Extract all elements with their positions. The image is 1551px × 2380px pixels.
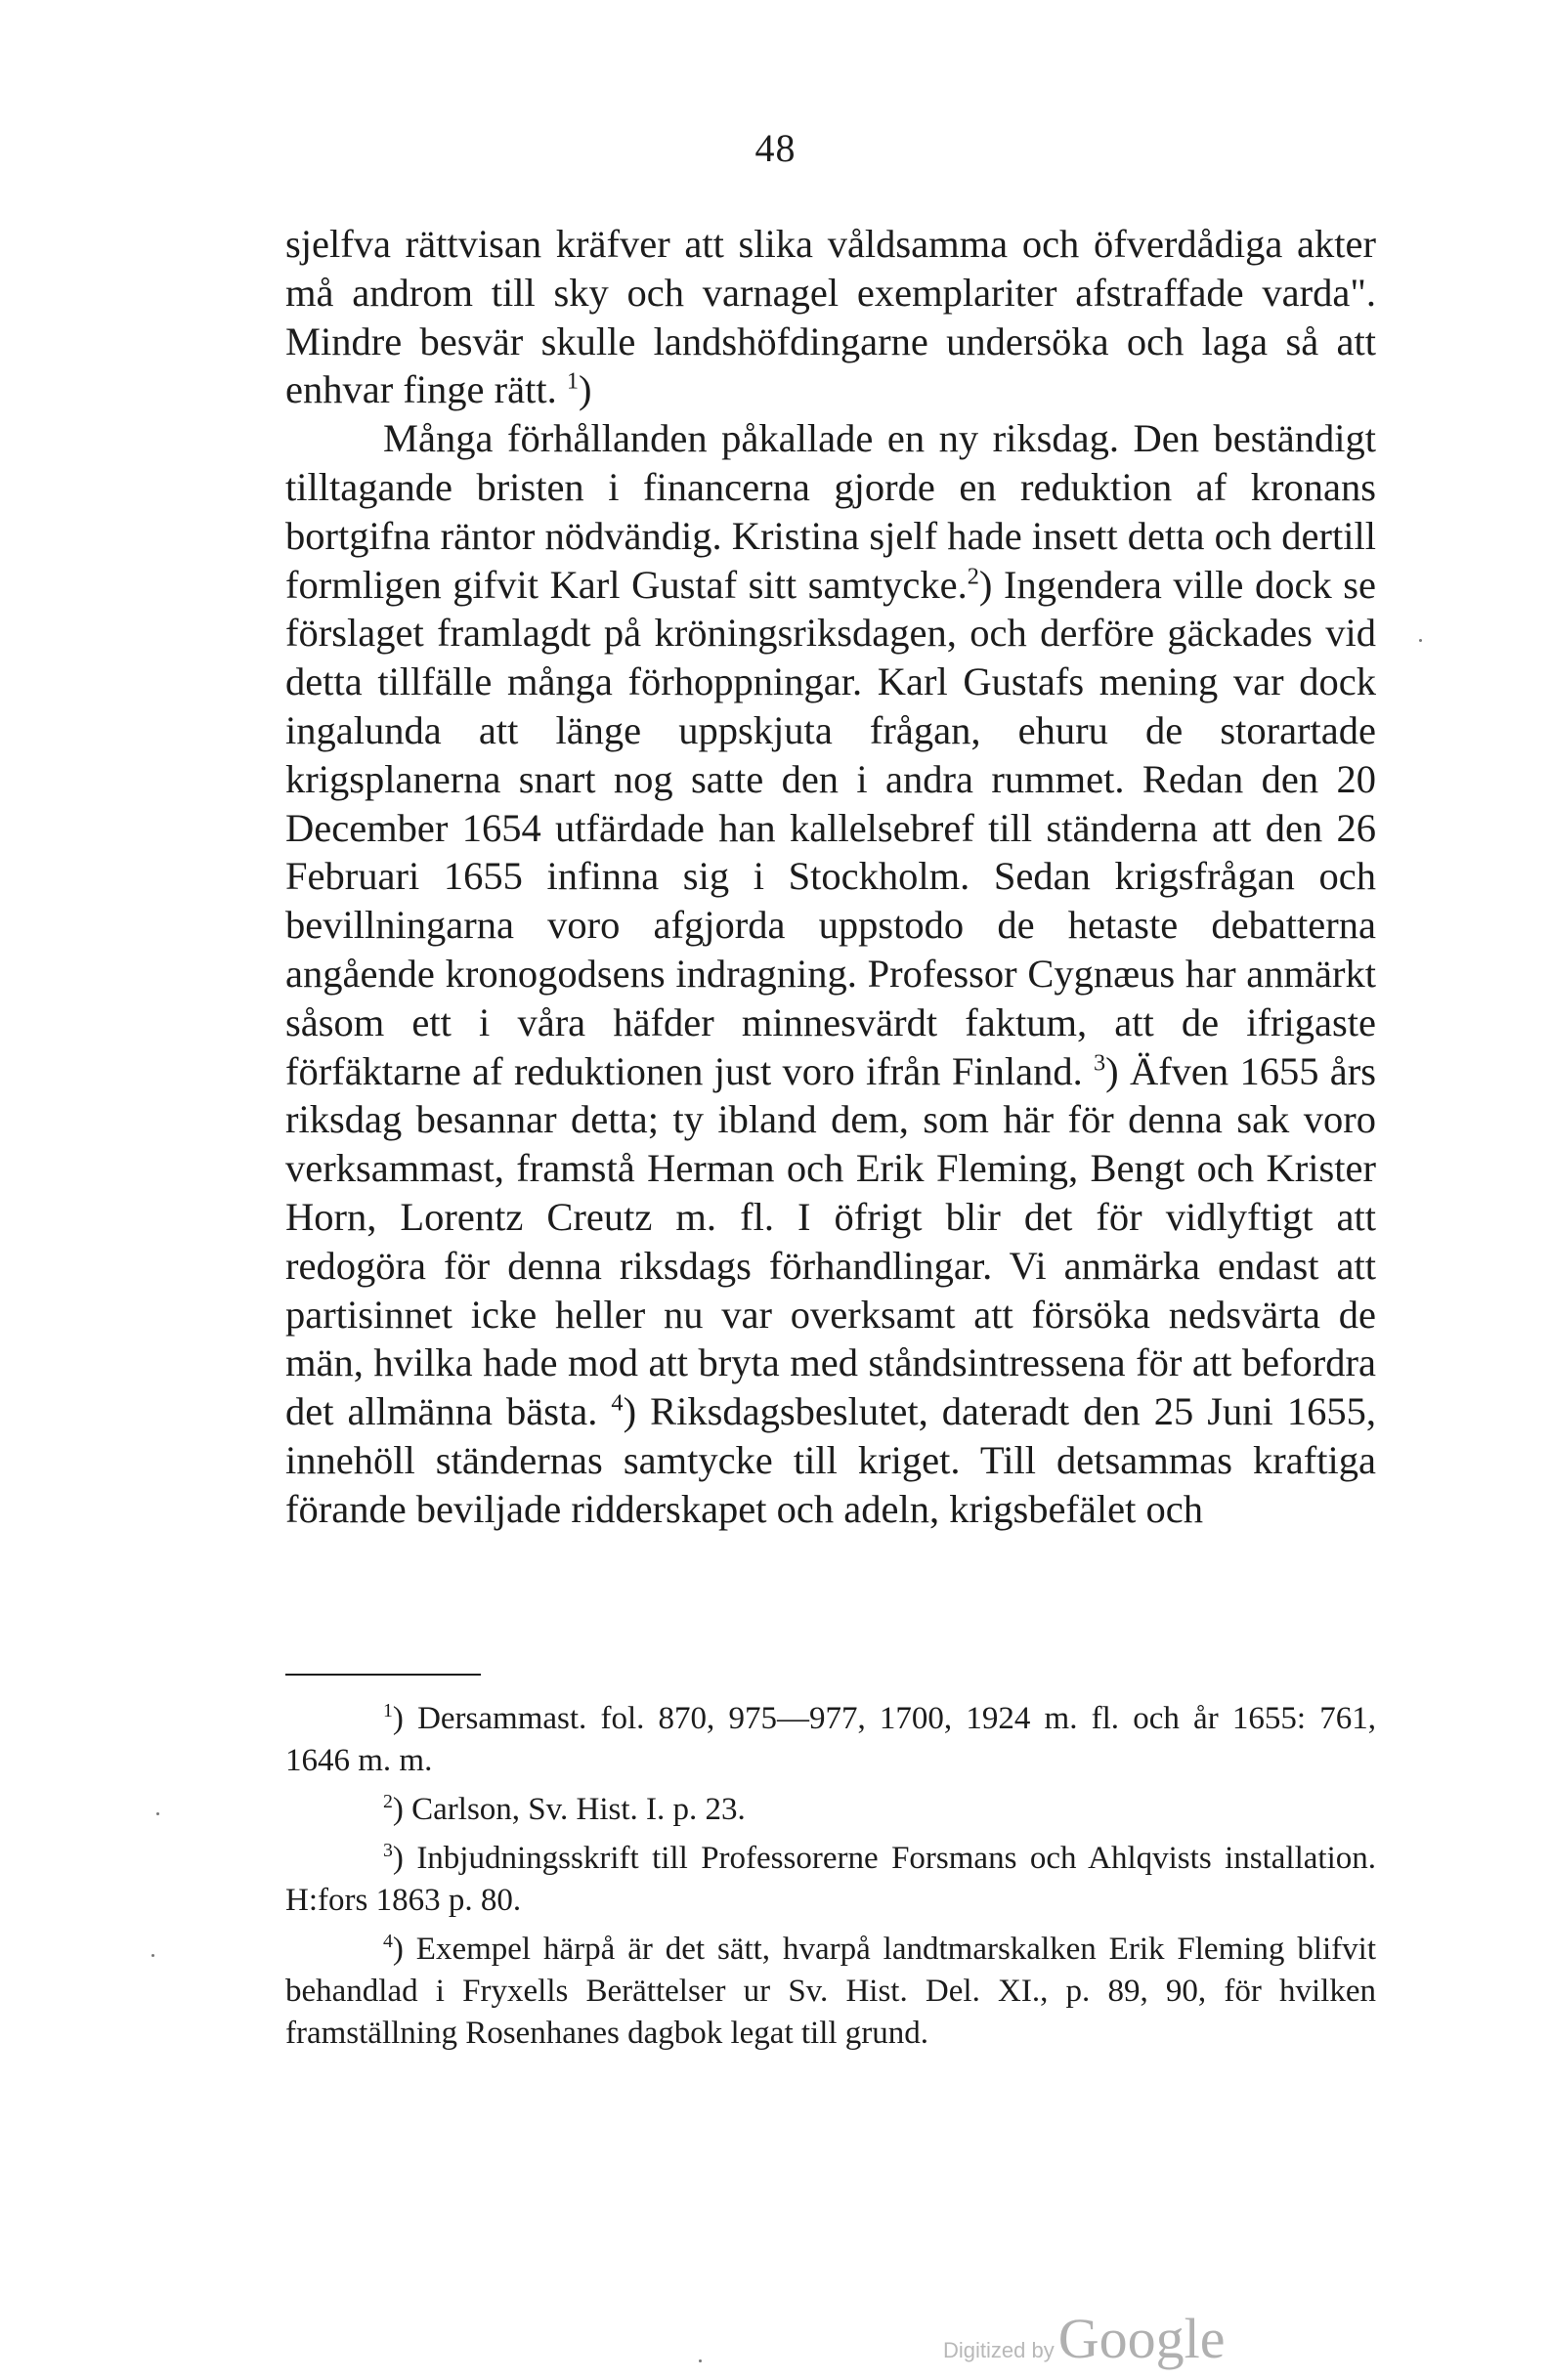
footnote-text: ) Inbjudningsskrift till Professorerne Forsmans och Ahlqvists installation. H:fors 1863 p. 80. (285, 1841, 1376, 1918)
scan-speck (699, 2359, 702, 2362)
digitized-by-google-watermark (943, 2306, 1225, 2371)
footnote-reference: 3 (1094, 1048, 1106, 1076)
footnote (285, 1789, 1376, 1831)
body-text-run: ) Riksdagsbeslutet, dateradt den 25 Juni 1655, innehöll ständernas samtycke till kriget. Till detsammas kraftiga förande beviljade ridderskapet och adeln, krigsbefälet och (285, 1389, 1376, 1531)
scan-speck (156, 1812, 159, 1815)
google-logo: Google (1057, 2307, 1226, 2370)
scan-speck (1419, 639, 1422, 642)
body-text-run: sjelfva rättvisan kräfver att slika våldsamma och öfverdådiga akter må androm till sky och varnagel exemplariter afstraffade varda". Mindre besvär skulle landshöfdingarne undersöka och laga så att enhvar finge rätt. (285, 222, 1376, 412)
body-text (285, 220, 1376, 1534)
footnote-text: ) Exempel härpå är det sätt, hvarpå landtmarskalken Erik Fleming blifvit behandlad i Fryxells Berättelser ur Sv. Hist. Del. XI., p. 89, 90, för hvilken framställning Rosenhanes dagbok legat till grund. (285, 1932, 1376, 2051)
footnote-reference: 4 (611, 1389, 624, 1417)
watermark-prefix: Digitized by (943, 2338, 1055, 2362)
footnote-text: ) Dersammast. fol. 870, 975—977, 1700, 1924 m. fl. och år 1655: 761, 1646 m. m. (285, 1701, 1376, 1778)
footnote-mark: 1 (383, 1700, 393, 1722)
body-text-run: Många förhållanden påkallade en ny riksdag. Den beständigt tilltagande bristen i financerna gjorde en reduktion af kronans bortgifna räntor nödvändig. Kristina sjelf hade insett detta och dertill formligen gifvit Karl Gustaf sitt samtycke. (285, 416, 1376, 607)
footnote (285, 1698, 1376, 1782)
body-paragraph (285, 220, 1376, 414)
body-text-run: ) Ingendera ville dock se förslaget framlagdt på kröningsriksdagen, och derföre gäckades vid detta tillfälle många förhoppningar. Karl Gustafs mening var dock ingalunda att länge uppskjuta frågan, ehuru de storartade krigsplanerna snart nog satte den i andra rummet. Redan den 20 December 1654 utfärdade han kallelsebref till ständerna att den 26 Februari 1655 infinna sig i Stockholm. Sedan krigsfrågan och bevillningarna voro afgjorda uppstodo de hetaste debatterna angående kronogodsens indragning. Professor Cygnæus har anmärkt såsom ett i våra häfder minnesvärdt faktum, att de ifrigaste förfäktarne af reduktionen just voro ifrån Finland. (285, 562, 1376, 1093)
footnote-mark: 3 (383, 1840, 393, 1862)
scan-speck (151, 1954, 154, 1957)
page-number: 48 (754, 126, 797, 170)
footnotes (285, 1698, 1376, 2061)
footnote-mark: 4 (383, 1931, 393, 1953)
footnote (285, 1929, 1376, 2055)
footnote-text: ) Carlson, Sv. Hist. I. p. 23. (392, 1792, 746, 1827)
body-text-run: ) Äfven 1655 års riksdag besannar detta; ty ibland dem, som här för denna sak voro verksammast, framstå Herman och Erik Fleming, Bengt och Krister Horn, Lorentz Creutz m. fl. I öfrigt blir det för vidlyftigt att redogöra för denna riksdags förhandlingar. Vi anmärka endast att partisinnet icke heller nu var overksamt att försöka nedsvärta de män, hvilka hade mod att bryta med ståndsintressena för att befordra det allmänna bästa. (285, 1048, 1376, 1434)
footnote-reference: 1 (566, 367, 580, 395)
body-paragraph (285, 414, 1376, 1533)
footnote-mark: 2 (383, 1791, 393, 1813)
footnote-reference: 2 (967, 563, 979, 589)
footnote-separator (285, 1674, 481, 1676)
body-text-run: ) (579, 367, 592, 412)
footnote (285, 1838, 1376, 1922)
